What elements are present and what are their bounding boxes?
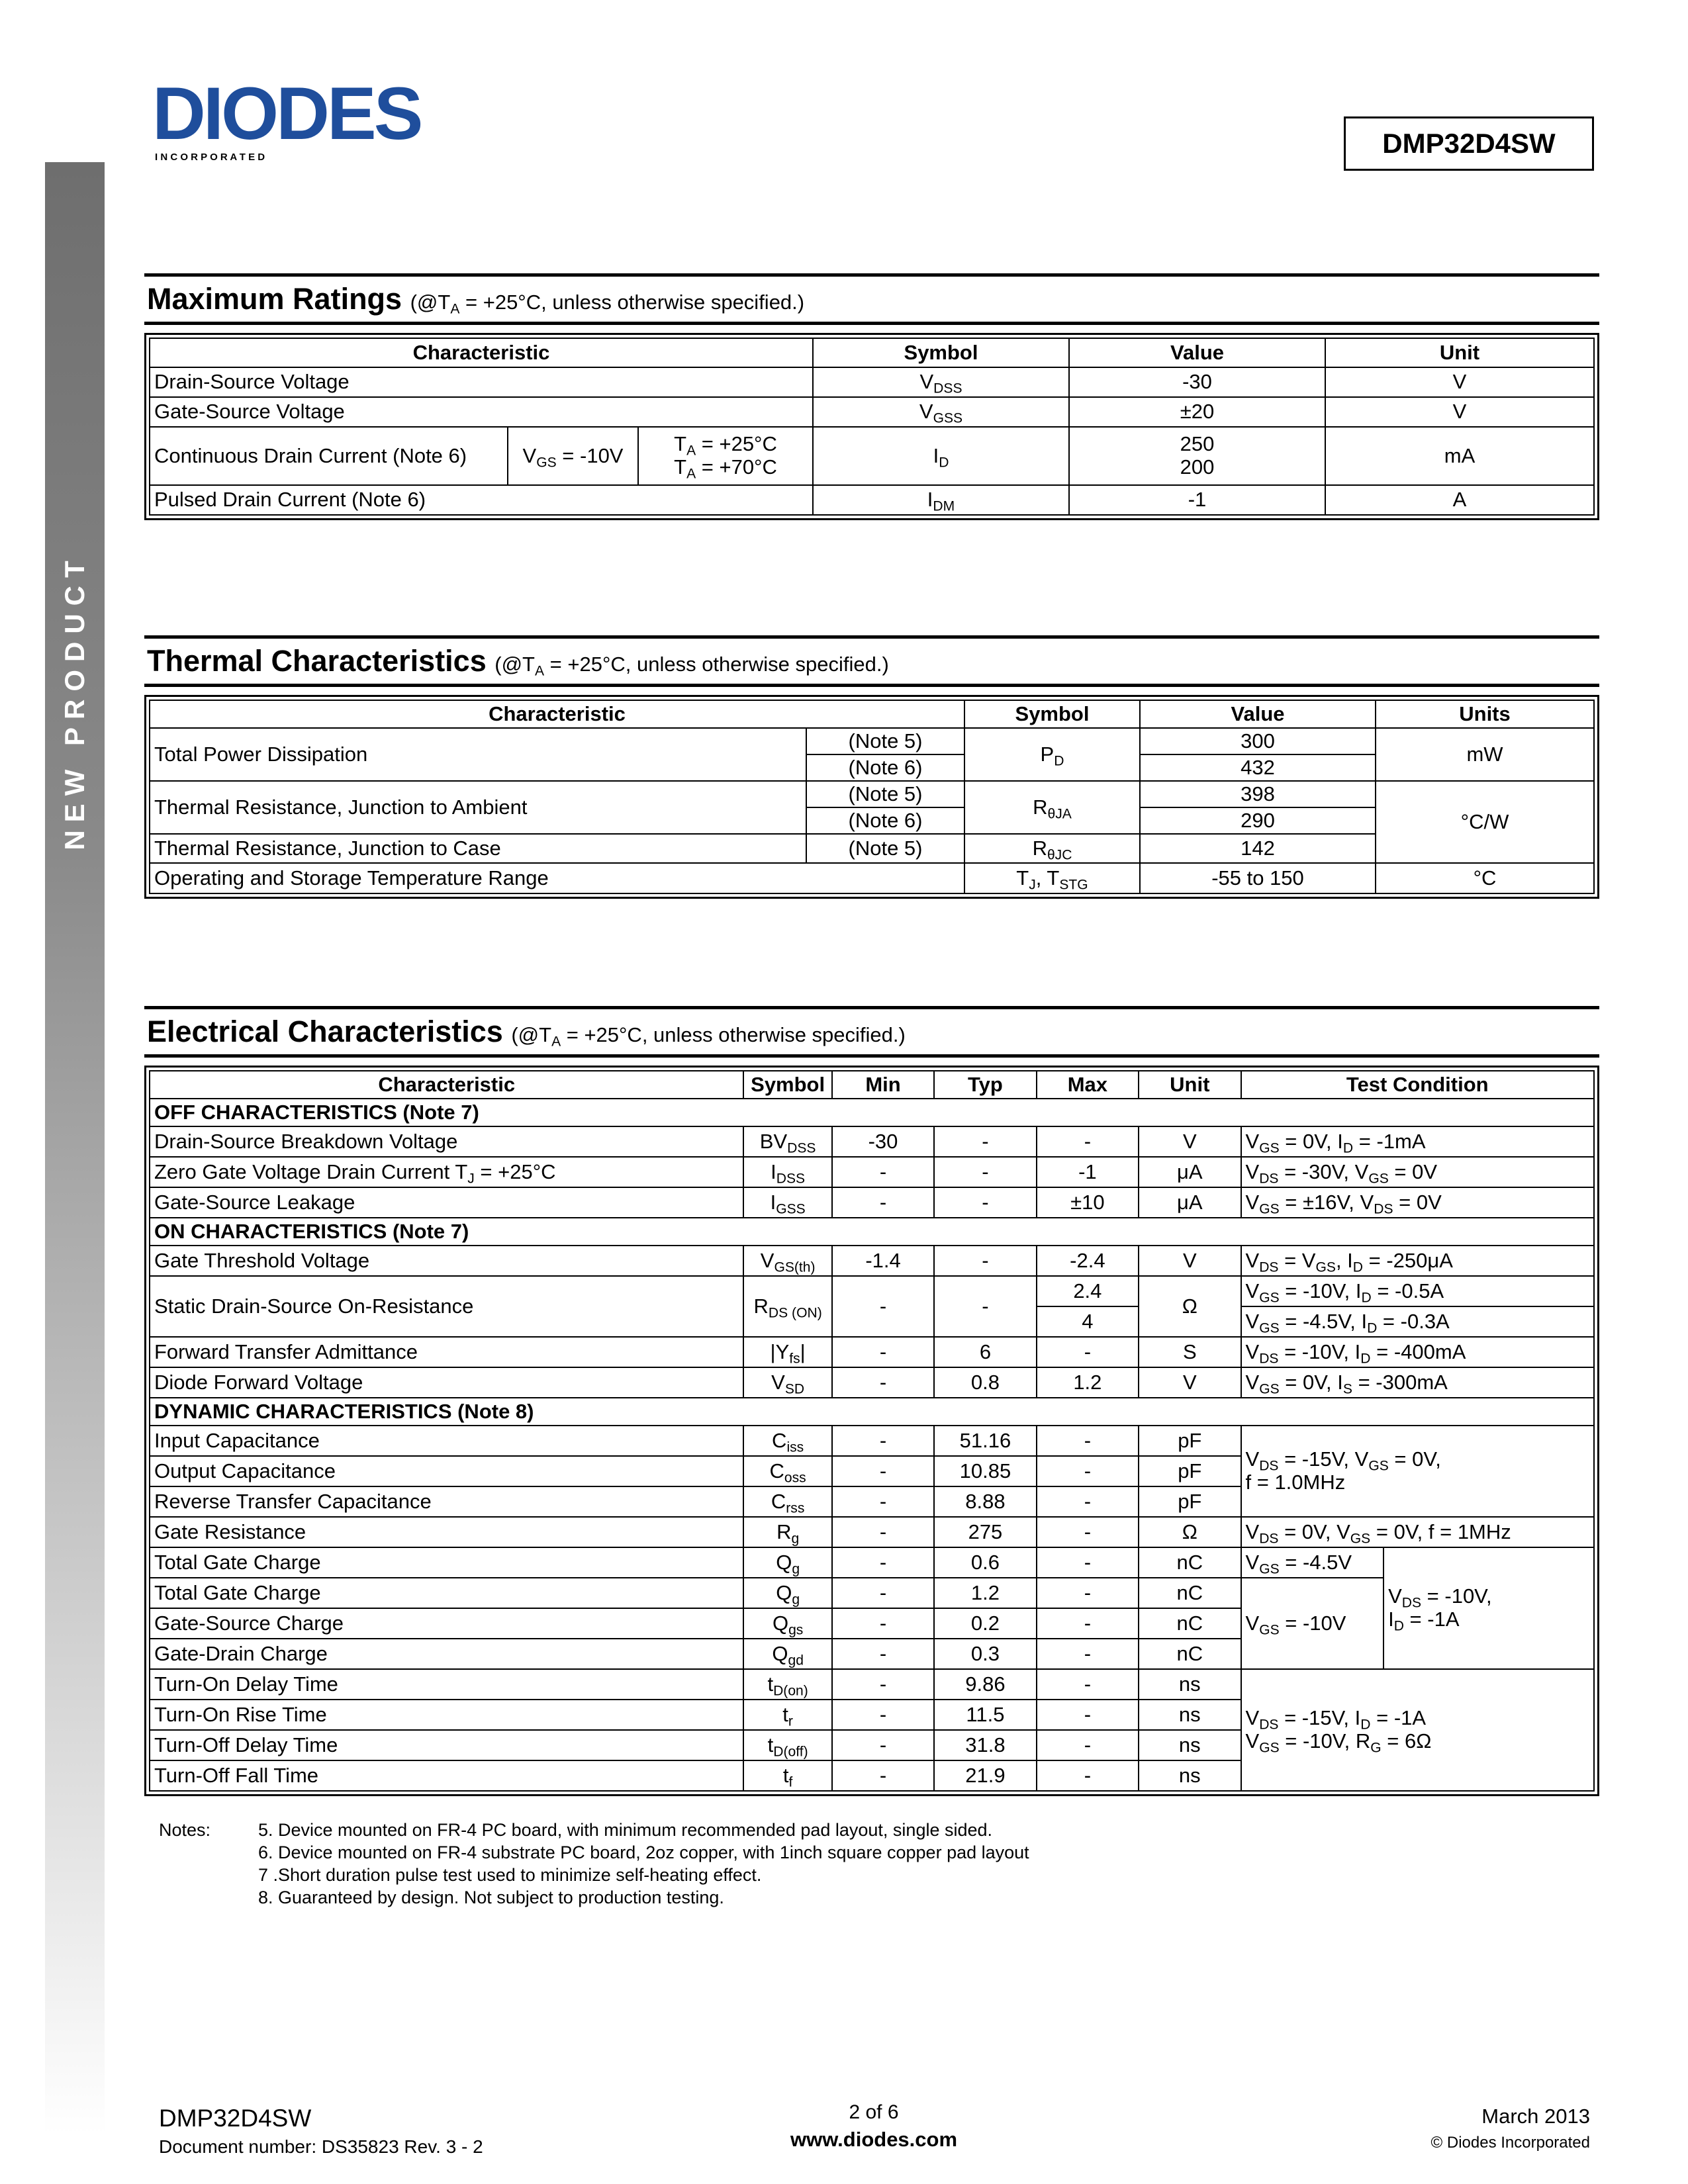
table-row: (Note 6) 290	[150, 807, 1594, 834]
table-row: Thermal Resistance, Junction to Case (Note 5) $R_{\theta JC}$ 142	[150, 834, 1594, 863]
table-row: Gate-Source Leakage $I_{GSS}$ - - ±10 μA $V_{GS} = \pm 16V$, $V_{DS} = 0V$	[150, 1187, 1594, 1218]
electrical-section	[144, 1006, 1599, 1796]
footer-left	[159, 2105, 483, 2158]
table-row: Drain-Source Voltage $V_{DSS}$ -30 V	[150, 367, 1594, 397]
thermal-section	[144, 635, 1599, 899]
table-row: Output Capacitance $C_{oss}$ - 10.85 - pF	[150, 1456, 1594, 1486]
table-row: Total Gate Charge $Q_g$ - 1.2 - nC $V_{GS} = -10V$	[150, 1578, 1594, 1608]
table-row: Turn-On Delay Time $t_{D(on)}$ - 9.86 - ns $V_{DS} = -15V$, $I_D = -1A$ $V_{GS} = -10V$, $R_G = 6\Omega$	[150, 1669, 1594, 1700]
table-row: Turn-On Rise Time $t_r$ - 11.5 - ns	[150, 1700, 1594, 1730]
max-ratings-section	[144, 273, 1599, 520]
section-header	[144, 635, 1599, 687]
footer-center	[788, 2101, 960, 2152]
table-row: Gate Resistance $R_g$ - 275 - Ω $V_{DS} = 0V$, $V_{GS} = 0V$, f = 1MHz	[150, 1517, 1594, 1547]
table-row: Pulsed Drain Current (Note 6) $I_{DM}$ -1 A	[150, 485, 1594, 515]
table-subheader-row: ON CHARACTERISTICS (Note 7)	[150, 1218, 1594, 1246]
table-header-row: Characteristic Symbol Value Unit	[150, 338, 1594, 367]
table-row: Zero Gate Voltage Drain Current $T_J = +25^\circ C$ $I_{DSS}$ - - -1 μA $V_{DS} = -30V$, $V_{GS} = 0V$	[150, 1157, 1594, 1187]
table-header-row: Characteristic Symbol Min Typ Max Unit Test Condition	[150, 1071, 1594, 1099]
table-row: Operating and Storage Temperature Range $T_J$, $T_{STG}$ -55 to 150 °C	[150, 863, 1594, 893]
website-link[interactable]: www.diodes.com	[790, 2128, 958, 2151]
table-row: Gate Threshold Voltage $V_{GS(th)}$ -1.4 - -2.4 V $V_{DS} = V_{GS}$, $I_D = -250\mu A$	[150, 1246, 1594, 1276]
part-number-box	[1344, 116, 1594, 171]
table-row: (Note 6) 432	[150, 754, 1594, 781]
notes-list	[258, 1819, 1029, 1909]
footer-right	[1431, 2105, 1590, 2152]
section-title: Thermal Characteristics ($@T_A = +25^\circ C$, unless otherwise specified.)	[147, 644, 889, 679]
table-row: Diode Forward Voltage $V_{SD}$ - 0.8 1.2 V $V_{GS} = 0V$, $I_S = -300mA$	[150, 1367, 1594, 1398]
table-row: Turn-Off Fall Time $t_f$ - 21.9 - ns	[150, 1760, 1594, 1791]
table-row: 4 $V_{GS} = -4.5V$, $I_D = -0.3A$	[150, 1306, 1594, 1337]
footer-document-number: Document number: DS35823 Rev. 3 - 2	[159, 2136, 483, 2157]
footer-copyright: © Diodes Incorporated	[1430, 2134, 1590, 2152]
thermal-table	[149, 700, 1595, 894]
electrical-table	[149, 1070, 1595, 1792]
note-7: 7 .Short duration pulse test used to minimize self-heating effect.	[258, 1865, 762, 1885]
thermal-table-frame	[144, 695, 1599, 899]
max-ratings-table-frame	[144, 333, 1599, 520]
table-row: Turn-Off Delay Time $t_{D(off)}$ - 31.8 - ns	[150, 1730, 1594, 1760]
page-number: 2 of 6	[849, 2101, 899, 2123]
table-row: Thermal Resistance, Junction to Ambient (Note 5) $R_{\theta JA}$ 398 °C/W	[150, 781, 1594, 807]
table-row: Static Drain-Source On-Resistance $R_{DS (ON)}$ - - 2.4 Ω $V_{GS} = -10V$, $I_D = -0.5A$	[150, 1276, 1594, 1306]
footer-part-number: DMP32D4SW	[159, 2105, 312, 2132]
electrical-table-frame	[144, 1066, 1599, 1796]
table-subheader-row: DYNAMIC CHARACTERISTICS (Note 8)	[150, 1398, 1594, 1426]
table-row: Total Power Dissipation (Note 5) $P_D$ 300 mW	[150, 728, 1594, 754]
table-row: Drain-Source Breakdown Voltage $BV_{DSS}$ -30 - - V $V_{GS} = 0V$, $I_D = -1mA$	[150, 1126, 1594, 1157]
side-banner	[45, 162, 105, 2134]
table-row: Gate-Source Charge $Q_{gs}$ - 0.2 - nC	[150, 1608, 1594, 1639]
note-8: 8. Guaranteed by design. Not subject to production testing.	[258, 1888, 724, 1907]
section-header	[144, 273, 1599, 325]
table-row: Input Capacitance $C_{iss}$ - 51.16 - pF $V_{DS} = -15V$, $V_{GS} = 0V$, f = 1.0MHz	[150, 1426, 1594, 1456]
max-ratings-table	[149, 338, 1595, 516]
part-number: DMP32D4SW	[1382, 128, 1556, 159]
section-title: Electrical Characteristics ($@T_A = +25^\circ C$, unless otherwise specified.)	[147, 1015, 906, 1050]
note-6: 6. Device mounted on FR-4 substrate PC board, 2oz copper, with 1inch square copper pad layout	[258, 1843, 1029, 1862]
table-row: Total Gate Charge $Q_g$ - 0.6 - nC $V_{GS} = -4.5V$ $V_{DS} = -10V$, $I_D = -1A$	[150, 1547, 1594, 1578]
table-row: Reverse Transfer Capacitance $C_{rss}$ - 8.88 - pF	[150, 1486, 1594, 1517]
table-subheader-row: OFF CHARACTERISTICS (Note 7)	[150, 1099, 1594, 1126]
note-5: 5. Device mounted on FR-4 PC board, with minimum recommended pad layout, single sided.	[258, 1820, 993, 1840]
table-row: Forward Transfer Admittance $|Y_{fs}|$ - 6 - S $V_{DS} = -10V$, $I_D = -400mA$	[150, 1337, 1594, 1367]
table-row: Gate-Source Voltage $V_{GSS}$ ±20 V	[150, 397, 1594, 427]
diodes-logo	[152, 79, 457, 165]
logo-subtext: I N C O R P O R A T E D	[155, 152, 265, 163]
notes-label: Notes:	[159, 1820, 211, 1840]
footer-date: March 2013	[1481, 2105, 1590, 2128]
section-title: Maximum Ratings ($@T_A = +25^\circ C$, unless otherwise specified.)	[147, 282, 805, 317]
logo-word: DIODES	[152, 79, 421, 155]
table-header-row: Characteristic Symbol Value Units	[150, 700, 1594, 728]
table-row: Continuous Drain Current (Note 6) $V_{GS} = -10V$ $T_A = +25^\circ C$ $T_A = +70^\circ C$ $I_D$ 250 200 mA	[150, 427, 1594, 485]
side-banner-label: NEW PRODUCT	[59, 553, 90, 850]
section-header	[144, 1006, 1599, 1058]
table-row: Gate-Drain Charge $Q_{gd}$ - 0.3 - nC	[150, 1639, 1594, 1669]
